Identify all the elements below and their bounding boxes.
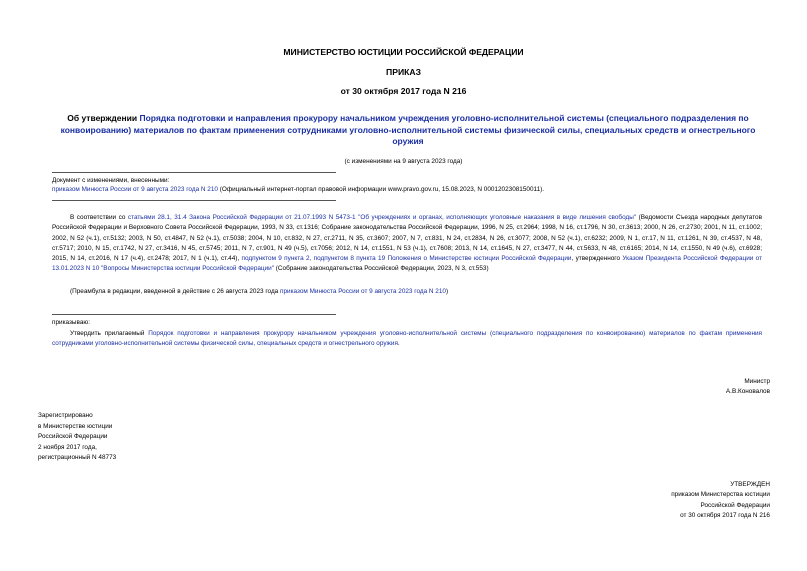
approved-line: приказом Министерства юстиции: [671, 491, 770, 499]
order-paragraph: [52, 329, 762, 350]
preamble-note: [70, 287, 448, 297]
preamble-text: (Ведомости Съезда народных депутатов Российской Федерации и Верховного Совета Российской Федерации, 1993, N 33, ст.1316; Собрание законодательства Российской Федерации, 1996, N 25, ст.2964; 1998, N 16, ст.1796, N 30, ст.3613; 2000, N 26, ст.2730; 2001, N 11, ст.1002; 2002, N 52 (ч.1), ст.5132; 2003, N 50, ст.4847, N 52 (ч.1), ст.5038; 2004, N 10, ст.832, N 27, ст.2711, N 35, ст.3607; 2007, N 7, ст.831, N 24, ст.2834, N 26, ст.3077; 2008, N 52 (ч.1), ст.6232; 2009, N 1, ст.17, N 11, ст.1261, N 39, ст.4537, N 48, ст.5717; 2010, N 15, ст.1742, N 27, ст.3416, N 45, ст.5745; 2011, N 7, ст.901, N 49 (ч.5), ст.7056; 2012, N 14, ст.1551, N 53 (ч.1), ст.7608; 2013, N 14, ст.1645, N 27, ст.3477, N 44, ст.5633, N 48, ст.6165; 2014, N 14, ст.1550, N 49 (ч.6), ст.6928; 2015, N 14, ст.2016, N 17 (ч.4), ст.2478; 2017, N 1 (ч.1), ст.44),: [52, 214, 763, 263]
procedure-link[interactable]: Порядок подготовки и направления прокурору начальником учреждения уголовно-исполнительной системы (специального подразделения по конвоированию) материалов по фактам применения сотрудниками уголовно-исполнительной системы физической силы, специальных средств и огнестрельного оружия: [52, 330, 763, 348]
preamble-text: В соответствии со: [70, 214, 128, 221]
law-link[interactable]: статьями 28.1, 31.4 Закона Российской Федерации от 21.07.1993 N 5473-1 "Об учреждениях и органах, исполняющих уголовные наказания в виде лишения свободы": [127, 214, 637, 221]
registration-block: [38, 411, 116, 464]
divider-order: [52, 314, 336, 315]
regulation-link[interactable]: подпунктом 9 пункта 2, подпунктом 8 пункта 19 Положения о Министерстве юстиции Российской Федерации: [241, 255, 572, 263]
preamble-note-link[interactable]: приказом Минюста России от 9 августа 2023 года N 210: [280, 288, 446, 295]
order-end: .: [397, 340, 400, 348]
changes-label: Документ с изменениями, внесенными:: [52, 177, 170, 184]
preamble-note-text: (Преамбула в редакции, введенной в действие с 26 августа 2023 года: [70, 288, 281, 295]
preamble-text: , утвержденного: [571, 255, 623, 263]
registration-line: Зарегистрировано: [38, 412, 93, 419]
title-prefix: Об утверждении: [67, 113, 140, 123]
doc-title: [52, 113, 764, 148]
preamble-text: (Собрание законодательства Российской Федерации, 2023, N 3, ст.553): [274, 265, 489, 273]
divider-bottom: [52, 200, 336, 201]
changes-rest: (Официальный интернет-портал правовой информации www.pravo.gov.ru, 15.08.2023, N 0001202308150011).: [217, 186, 545, 193]
approved-line: Российской Федерации: [700, 501, 770, 509]
doc-type-heading: ПРИКАЗ: [386, 67, 421, 77]
signature-name: А.В.Коновалов: [725, 388, 770, 396]
order-word: приказываю:: [52, 319, 90, 326]
registration-line: 2 ноября 2017 года,: [38, 443, 97, 451]
amended-note: (с изменениями на 9 августа 2023 года): [344, 158, 463, 165]
approved-line: от 30 октября 2017 года N 216: [680, 512, 770, 520]
changes-line: [52, 185, 772, 195]
registration-line: Российской Федерации: [38, 433, 108, 441]
approved-line: УТВЕРЖДЕН: [730, 481, 770, 488]
doc-date-number: от 30 октября 2017 года N 216: [340, 86, 467, 96]
signature-role: Министр: [744, 378, 770, 385]
title-link[interactable]: Порядка подготовки и направления прокурору начальником учреждения уголовно-исполнительной системы (специального подразделения по конвоированию) материалов по фактам применения сотрудниками уголовно-исполнительной системы физической силы, специальных средств и огнестрельного оружия: [60, 113, 756, 146]
registration-line: в Министерстве юстиции: [38, 422, 113, 430]
registration-line: регистрационный N 48773: [38, 454, 117, 462]
order-text: Утвердить прилагаемый: [70, 330, 149, 337]
preamble-note-end: ): [445, 288, 449, 295]
changes-link[interactable]: приказом Минюста России от 9 августа 2023 года N 210: [52, 186, 218, 193]
preamble-paragraph: [52, 213, 762, 275]
approved-block: [671, 480, 770, 522]
ministry-heading: МИНИСТЕРСТВО ЮСТИЦИИ РОССИЙСКОЙ ФЕДЕРАЦИИ: [283, 47, 524, 57]
decree-link[interactable]: Указом Президента Российской Федерации от 13.01.2023 N 10 "Вопросы Министерства юстиции Российской Федерации": [52, 255, 762, 273]
signature: [726, 377, 770, 398]
divider-top: [52, 172, 336, 173]
